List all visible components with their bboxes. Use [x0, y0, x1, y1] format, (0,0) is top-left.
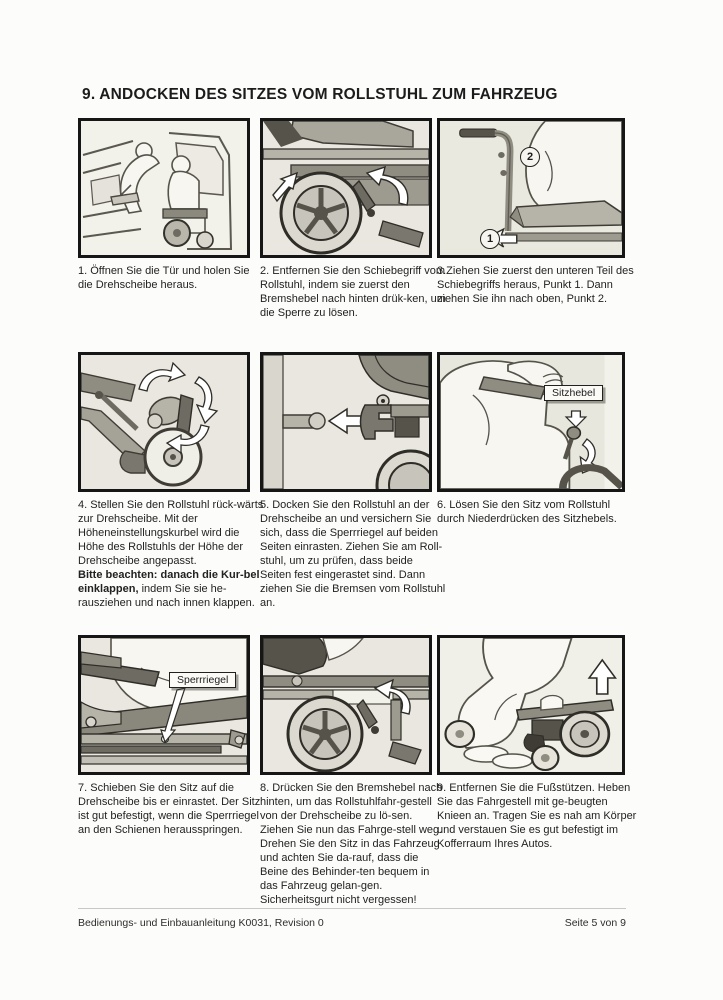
point-2-marker: 2 [520, 147, 540, 167]
step-9-panel [437, 635, 637, 852]
sperrriegel-label: Sperrriegel [169, 672, 236, 688]
step-4-caption-text: 4. Stellen Sie den Rollstuhl rück-wärts zur Drehscheibe. Mit der Höheneinstellungskurbel wird die Höhe des Rollstuhls der Höhe der Drehscheibe angepasst. [78, 499, 264, 567]
step-2-caption: 2. Entfernen Sie den Schiebegriff vom Rollstuhl, indem sie zuerst den Bremshebel nach hinten drük-ken, um die Sperre zu lösen. [260, 265, 446, 319]
step-2-panel [260, 118, 446, 321]
step-7-illustration [78, 635, 250, 775]
step-8-caption: 8. Drücken Sie den Bremshebel nach hinten, um das Rollstuhlfahr-gestell von der Drehscheibe zu lö-sen. Ziehen Sie nun das Fahrge-stell weg. Drehen Sie den Sitz in das Fahrzeug und achten Sie da-rauf, dass die Beine des Behinder-ten bequem in das Fahrzeug gelan-gen. Sicherheitsgurt nicht vergessen! [260, 782, 443, 906]
car-and-wheelchair-sketch [81, 121, 247, 255]
step-3-caption: 3.Ziehen Sie zuerst den unteren Teil des Schiebegriffs heraus, Punkt 1. Dann ziehen Sie ihn nach oben, Punkt 2. [437, 265, 634, 305]
step-4-illustration [78, 352, 250, 492]
sitzhebel-label: Sitzhebel [544, 385, 603, 401]
step-7-panel [78, 635, 261, 838]
footer-document-title: Bedienungs- und Einbauanleitung K0031, Revision 0 [78, 917, 324, 929]
step-6-illustration [437, 352, 625, 492]
step-4-caption-rest: indem Sie sie he-rausziehen und nach innen klappen. [78, 582, 255, 609]
page-footer [78, 908, 626, 929]
step-7-caption: 7. Schieben Sie den Sitz auf die Drehscheibe bis er einrastet. Der Sitz ist gut befestigt, wenn die Sperrriegel an den Schienen herausspringen. [78, 782, 261, 836]
brake-release-sketch [263, 638, 429, 772]
step-3-panel [437, 118, 634, 307]
step-2-illustration [260, 118, 432, 258]
step-6-caption: 6. Lösen Sie den Sitz vom Rollstuhl durch Niederdrücken des Sitzhebels. [437, 499, 617, 525]
wheel-brake-sketch [263, 121, 429, 255]
footer-page-number: Seite 5 von 9 [564, 917, 626, 929]
step-4-caption-note: Bitte beachten: danach die Kur-bel einklappen, [78, 568, 260, 595]
push-handle-sketch [440, 121, 622, 255]
step-5-illustration [260, 352, 432, 492]
step-6-panel [437, 352, 625, 527]
seat-rail-latch-sketch [81, 638, 247, 772]
step-5-panel [260, 352, 446, 611]
docking-hook-sketch [263, 355, 429, 489]
step-1-illustration [78, 118, 250, 258]
step-1-caption: 1. Öffnen Sie die Tür und holen Sie die Drehscheibe heraus. [78, 265, 250, 291]
step-4-panel [78, 352, 264, 611]
step-8-panel [260, 635, 443, 908]
seat-lever-sketch [440, 355, 622, 489]
crank-caster-sketch [81, 355, 247, 489]
step-9-caption: 9. Entfernen Sie die Fußstützen. Heben Sie das Fahrgestell mit ge-beugten Knieen an. Tragen Sie es nah am Körper und verstauen Sie es gut befestigt im Kofferraum Ihres Autos. [437, 782, 637, 850]
step-1-panel [78, 118, 250, 293]
step-8-illustration [260, 635, 432, 775]
step-3-illustration [437, 118, 625, 258]
step-4-caption [78, 499, 264, 611]
lifting-chassis-sketch [440, 638, 622, 772]
step-9-illustration [437, 635, 625, 775]
page-title: 9. ANDOCKEN DES SITZES VOM ROLLSTUHL ZUM FAHRZEUG [82, 86, 558, 103]
point-1-marker: 1 [480, 229, 500, 249]
step-5-caption: 5. Docken Sie den Rollstuhl an der Drehscheibe an und versichern Sie sich, dass die Sperrriegel auf beiden Seiten einrasten. Ziehen Sie am Roll-stuhl, um zu prüfen, dass beide Seiten fest eingerastet sind. Dann ziehen Sie die Bremsen vom Rollstuhl an. [260, 499, 446, 609]
